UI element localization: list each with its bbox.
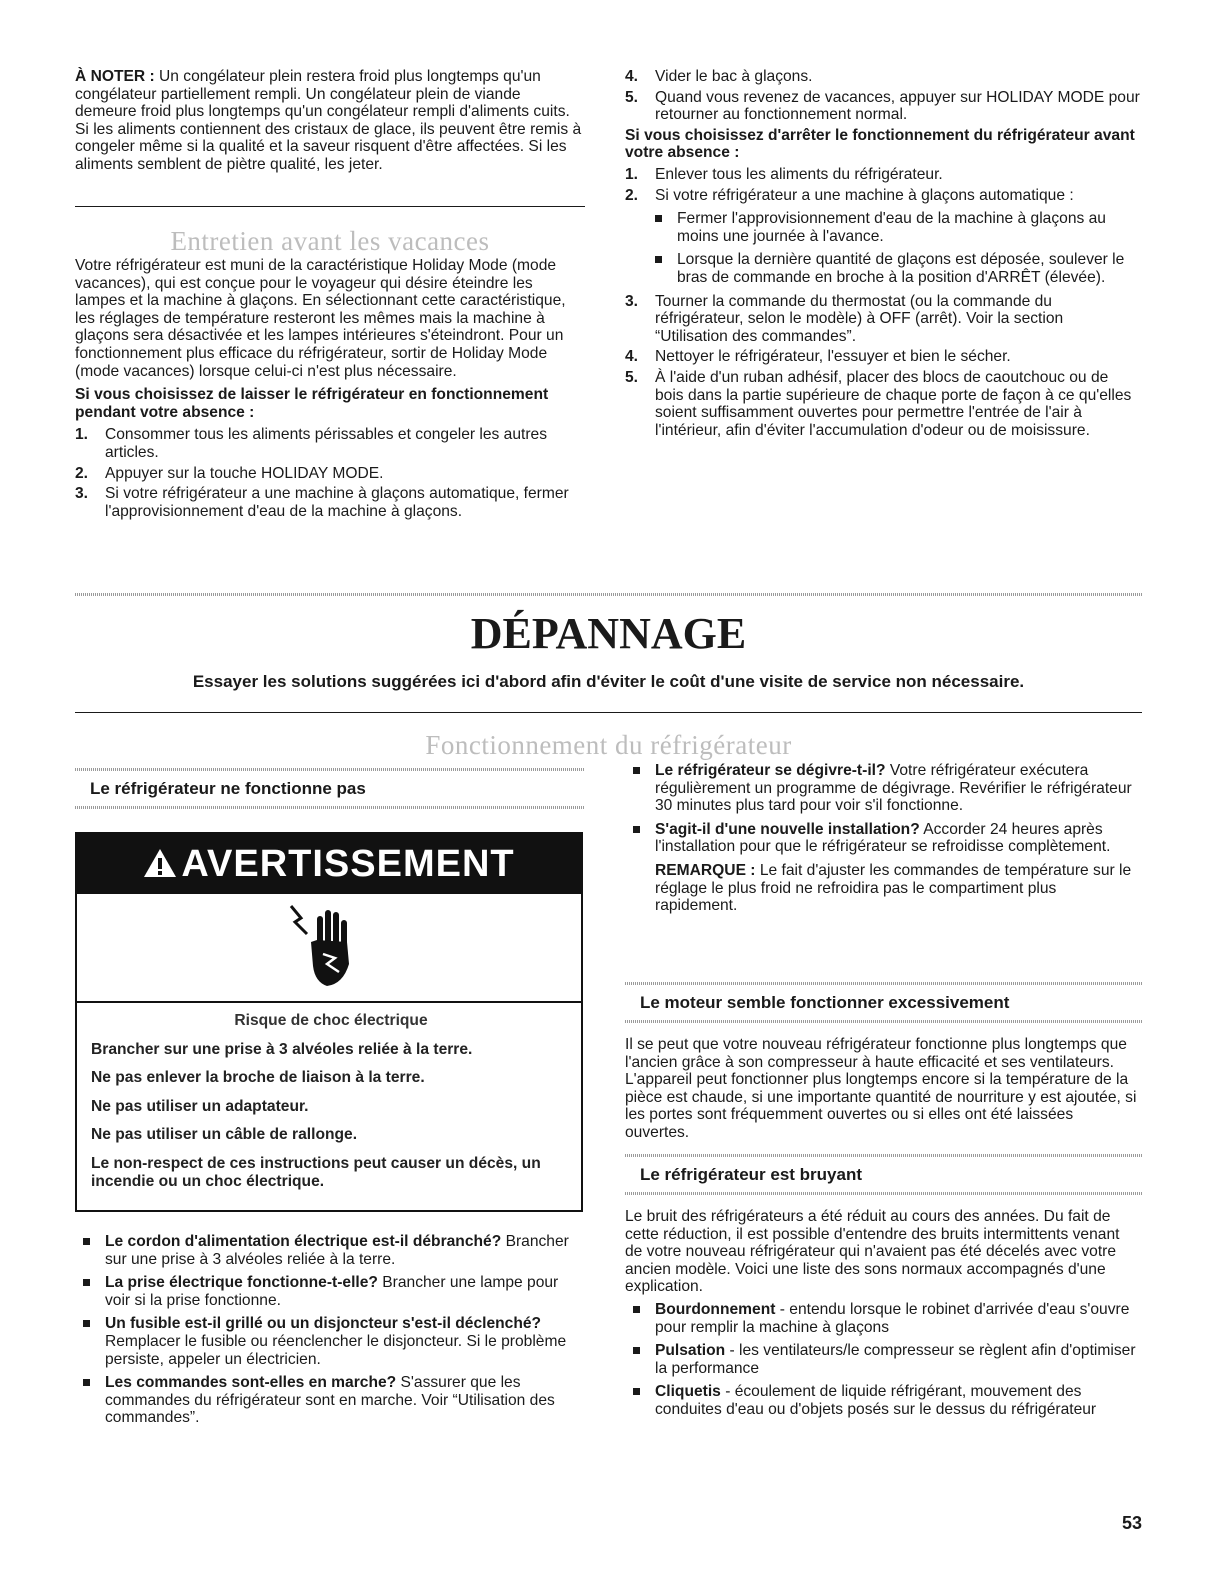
note-text: Un congélateur plein restera froid plus longtemps qu'un congélateur partiellement rempli. Un congélateur plein de viande demeure froid plus longtemps qu'un congélateur rempli d'aliments cuits. Si les aliments contiennent des cristaux de glace, ils peuvent être remis à congeler même si la qualité et la saveur risquent d'être affectées. Si les aliments semblent de piètre qualité, les jeter. <box>75 68 582 173</box>
warning-line: Ne pas utiliser un câble de rallonge. <box>91 1126 358 1144</box>
bullet-icon <box>625 762 655 815</box>
bullet-icon <box>625 1342 655 1377</box>
bullet-icon <box>647 251 677 286</box>
bullet-icon <box>625 1301 655 1336</box>
warning-box <box>75 832 583 1212</box>
divider-top-left <box>75 206 585 207</box>
subhead-moteur: Le moteur semble fonctionner excessivement <box>640 993 1010 1012</box>
warning-text <box>91 1012 571 1201</box>
page-number: 53 <box>1121 1513 1142 1533</box>
page-subtitle: Essayer les solutions suggérées ici d'abord afin d'éviter le coût d'une visite de service non nécessaire. <box>192 672 1025 691</box>
list-item: Cliquetis - écoulement de liquide réfrigérant, mouvement des conduites d'eau ou d'objets posés sur le dessus du réfrigérateur <box>625 1383 1140 1418</box>
note-label: À NOTER : <box>75 68 155 85</box>
list-item: 3. Tourner la commande du thermostat (ou la commande du réfrigérateur, selon le modèle) à OFF (arrêt). Voir la section “Utilisation des commandes”. <box>625 292 1064 345</box>
left-bottom-bullets <box>75 1233 585 1433</box>
divider-depannage <box>75 712 1142 713</box>
bullet-icon <box>75 1374 105 1427</box>
bruyant-section <box>625 1208 1140 1425</box>
list-item: 1. Consommer tous les aliments périssables et congeler les autres articles. <box>75 426 548 461</box>
list-item: Fermer l'approvisionnement d'eau de la machine à glaçons au moins une journée à l'avance. <box>647 210 1140 245</box>
list-item: Le réfrigérateur se dégivre-t-il? Votre réfrigérateur exécutera régulièrement un programme de dégivrage. Revérifier le réfrigérateur 30 minutes plus tard pour voir s'il fonctionne. <box>625 762 1140 815</box>
list-item: 4. Vider le bac à glaçons. <box>625 68 813 85</box>
list-item: Un fusible est-il grillé ou un disjoncteur s'est-il déclenché? Remplacer le fusible ou réenclencher le disjoncteur. Si le problème persiste, appeler un électricien. <box>75 1315 585 1368</box>
page-title: DÉPANNAGE <box>470 609 747 658</box>
warning-risk: Risque de choc électrique <box>234 1012 428 1029</box>
section-heading: Fonctionnement du réfrigérateur <box>425 730 792 760</box>
list-item: La prise électrique fonctionne-t-elle? Brancher une lampe pour voir si la prise fonctionne. <box>75 1274 585 1309</box>
dotted-divider <box>75 768 585 771</box>
holiday-section-heading: Entretien avant les vacances <box>170 226 490 256</box>
warning-separator <box>77 1001 581 1003</box>
dotted-divider <box>625 1192 1142 1195</box>
list-item: 3. Si votre réfrigérateur a une machine à glaçons automatique, fermer l'approvisionnement d'eau de la machine à glaçons. <box>75 485 569 520</box>
warning-title: AVERTISSEMENT <box>77 834 581 894</box>
bruyant-paragraph: Le bruit des réfrigérateurs a été réduit au cours des années. Du fait de cette réduction, il est possible d'entendre des bruits intermittents venant de votre nouveau réfrigérateur qui n'avaient pas été décelés avec votre ancien modèle. Voici une liste des sons normaux accompagnés d'une explication. <box>625 1208 1120 1296</box>
dotted-divider <box>625 1154 1142 1157</box>
bullet-icon <box>647 210 677 245</box>
list-item: S'agit-il d'une nouvelle installation? Accorder 24 heures après l'installation pour que le réfrigérateur se refroidisse complètement. <box>625 821 1140 856</box>
list-item: Bourdonnement - entendu lorsque le robinet d'arrivée d'eau s'ouvre pour remplir la machine à glaçons <box>625 1301 1140 1336</box>
list-item: Le cordon d'alimentation électrique est-il débranché? Brancher sur une prise à 3 alvéoles reliée à la terre. <box>75 1233 585 1268</box>
list-item: 5. Quand vous revenez de vacances, appuyer sur HOLIDAY MODE pour retourner au fonctionnement normal. <box>625 88 1140 124</box>
bullet-icon <box>75 1274 105 1309</box>
holiday-subhead: Si vous choisissez de laisser le réfrigérateur en fonctionnement pendant votre absence : <box>75 386 549 421</box>
list-item: 2. Appuyer sur la touche HOLIDAY MODE. <box>75 464 384 482</box>
subhead-bruyant: Le réfrigérateur est bruyant <box>640 1165 863 1184</box>
warning-triangle-icon <box>143 848 177 878</box>
right-bottom-bullets <box>625 762 1140 915</box>
warning-line: Brancher sur une prise à 3 alvéoles reliée à la terre. <box>91 1040 473 1058</box>
list-item: Pulsation - les ventilateurs/le compresseur se règlent afin d'optimiser la performance <box>625 1342 1140 1377</box>
bullet-icon <box>75 1315 105 1368</box>
list-item: Les commandes sont-elles en marche? S'assurer que les commandes du réfrigérateur sont en marche. Voir “Utilisation des commandes”. <box>75 1374 585 1427</box>
list-item: Lorsque la dernière quantité de glaçons est déposée, soulever le bras de commande en broche à la position d'ARRÊT (élevée). <box>647 251 1140 286</box>
absence-subhead: Si vous choisissez d'arrêter le fonctionnement du réfrigérateur avant votre absence : <box>625 126 1135 162</box>
top-right-column <box>625 68 1140 442</box>
dotted-divider <box>625 1020 1142 1023</box>
dotted-divider <box>75 806 585 809</box>
bullet-icon <box>625 1383 655 1418</box>
list-item: 1. Enlever tous les aliments du réfrigérateur. <box>625 165 943 183</box>
bullet-icon <box>625 821 655 856</box>
bullet-icon <box>75 1233 105 1268</box>
warning-line: Le non-respect de ces instructions peut causer un décès, un incendie ou un choc électrique. <box>91 1154 541 1190</box>
list-item: 2. Si votre réfrigérateur a une machine à glaçons automatique : <box>625 186 1074 204</box>
holiday-section <box>75 257 585 523</box>
list-item: 4. Nettoyer le réfrigérateur, l'essuyer et bien le sécher. <box>625 348 1011 366</box>
holiday-intro: Votre réfrigérateur est muni de la caractéristique Holiday Mode (mode vacances), qui est conçue pour le voyageur qui désire éteindre les lampes et la machine à glaçons. En sélectionnant cette caractéristique, les réglages de température resteront les mêmes mais la machine à glaçons sera désactivée et les lampes intérieures s'éteindront. Pour un fonctionnement plus efficace du réfrigérateur, sortir de Holiday Mode (mode vacances) lorsque celui-ci n'est plus nécessaire. <box>75 257 566 380</box>
warning-line: Ne pas enlever la broche de liaison à la terre. <box>91 1069 425 1087</box>
electric-shock-hand-icon <box>287 902 367 992</box>
top-left-column <box>75 68 585 174</box>
list-item: 5. À l'aide d'un ruban adhésif, placer des blocs de caoutchouc ou de bois dans la partie supérieure de chaque porte de façon à ce qu'elles soient suffisamment ouvertes pour permettre l'entrée de l'air à l'intérieur, afin d'éviter l'accumulation d'odeur ou de moisissure. <box>625 368 1132 439</box>
dotted-divider <box>75 593 1142 596</box>
subhead-ne-fonctionne-pas: Le réfrigérateur ne fonctionne pas <box>90 779 366 798</box>
dotted-divider <box>625 982 1142 985</box>
moteur-paragraph: Il se peut que votre nouveau réfrigérateur fonctionne plus longtemps que l'ancien grâce à son compresseur à haute efficacité et ses ventilateurs. L'appareil peut fonctionner plus longtemps encore si la température de la pièce est chaude, si une importante quantité de nourriture y est ajoutée, si les portes sont fréquemment ouvertes ou si elles ont été laissées ouvertes. <box>625 1036 1137 1141</box>
warning-line: Ne pas utiliser un adaptateur. <box>91 1097 309 1115</box>
remarque-note: REMARQUE : Le fait d'ajuster les commandes de température sur le réglage le plus froid ne refroidira pas le compartiment plus rapidement. <box>655 861 1132 915</box>
note-paragraph <box>75 68 585 174</box>
